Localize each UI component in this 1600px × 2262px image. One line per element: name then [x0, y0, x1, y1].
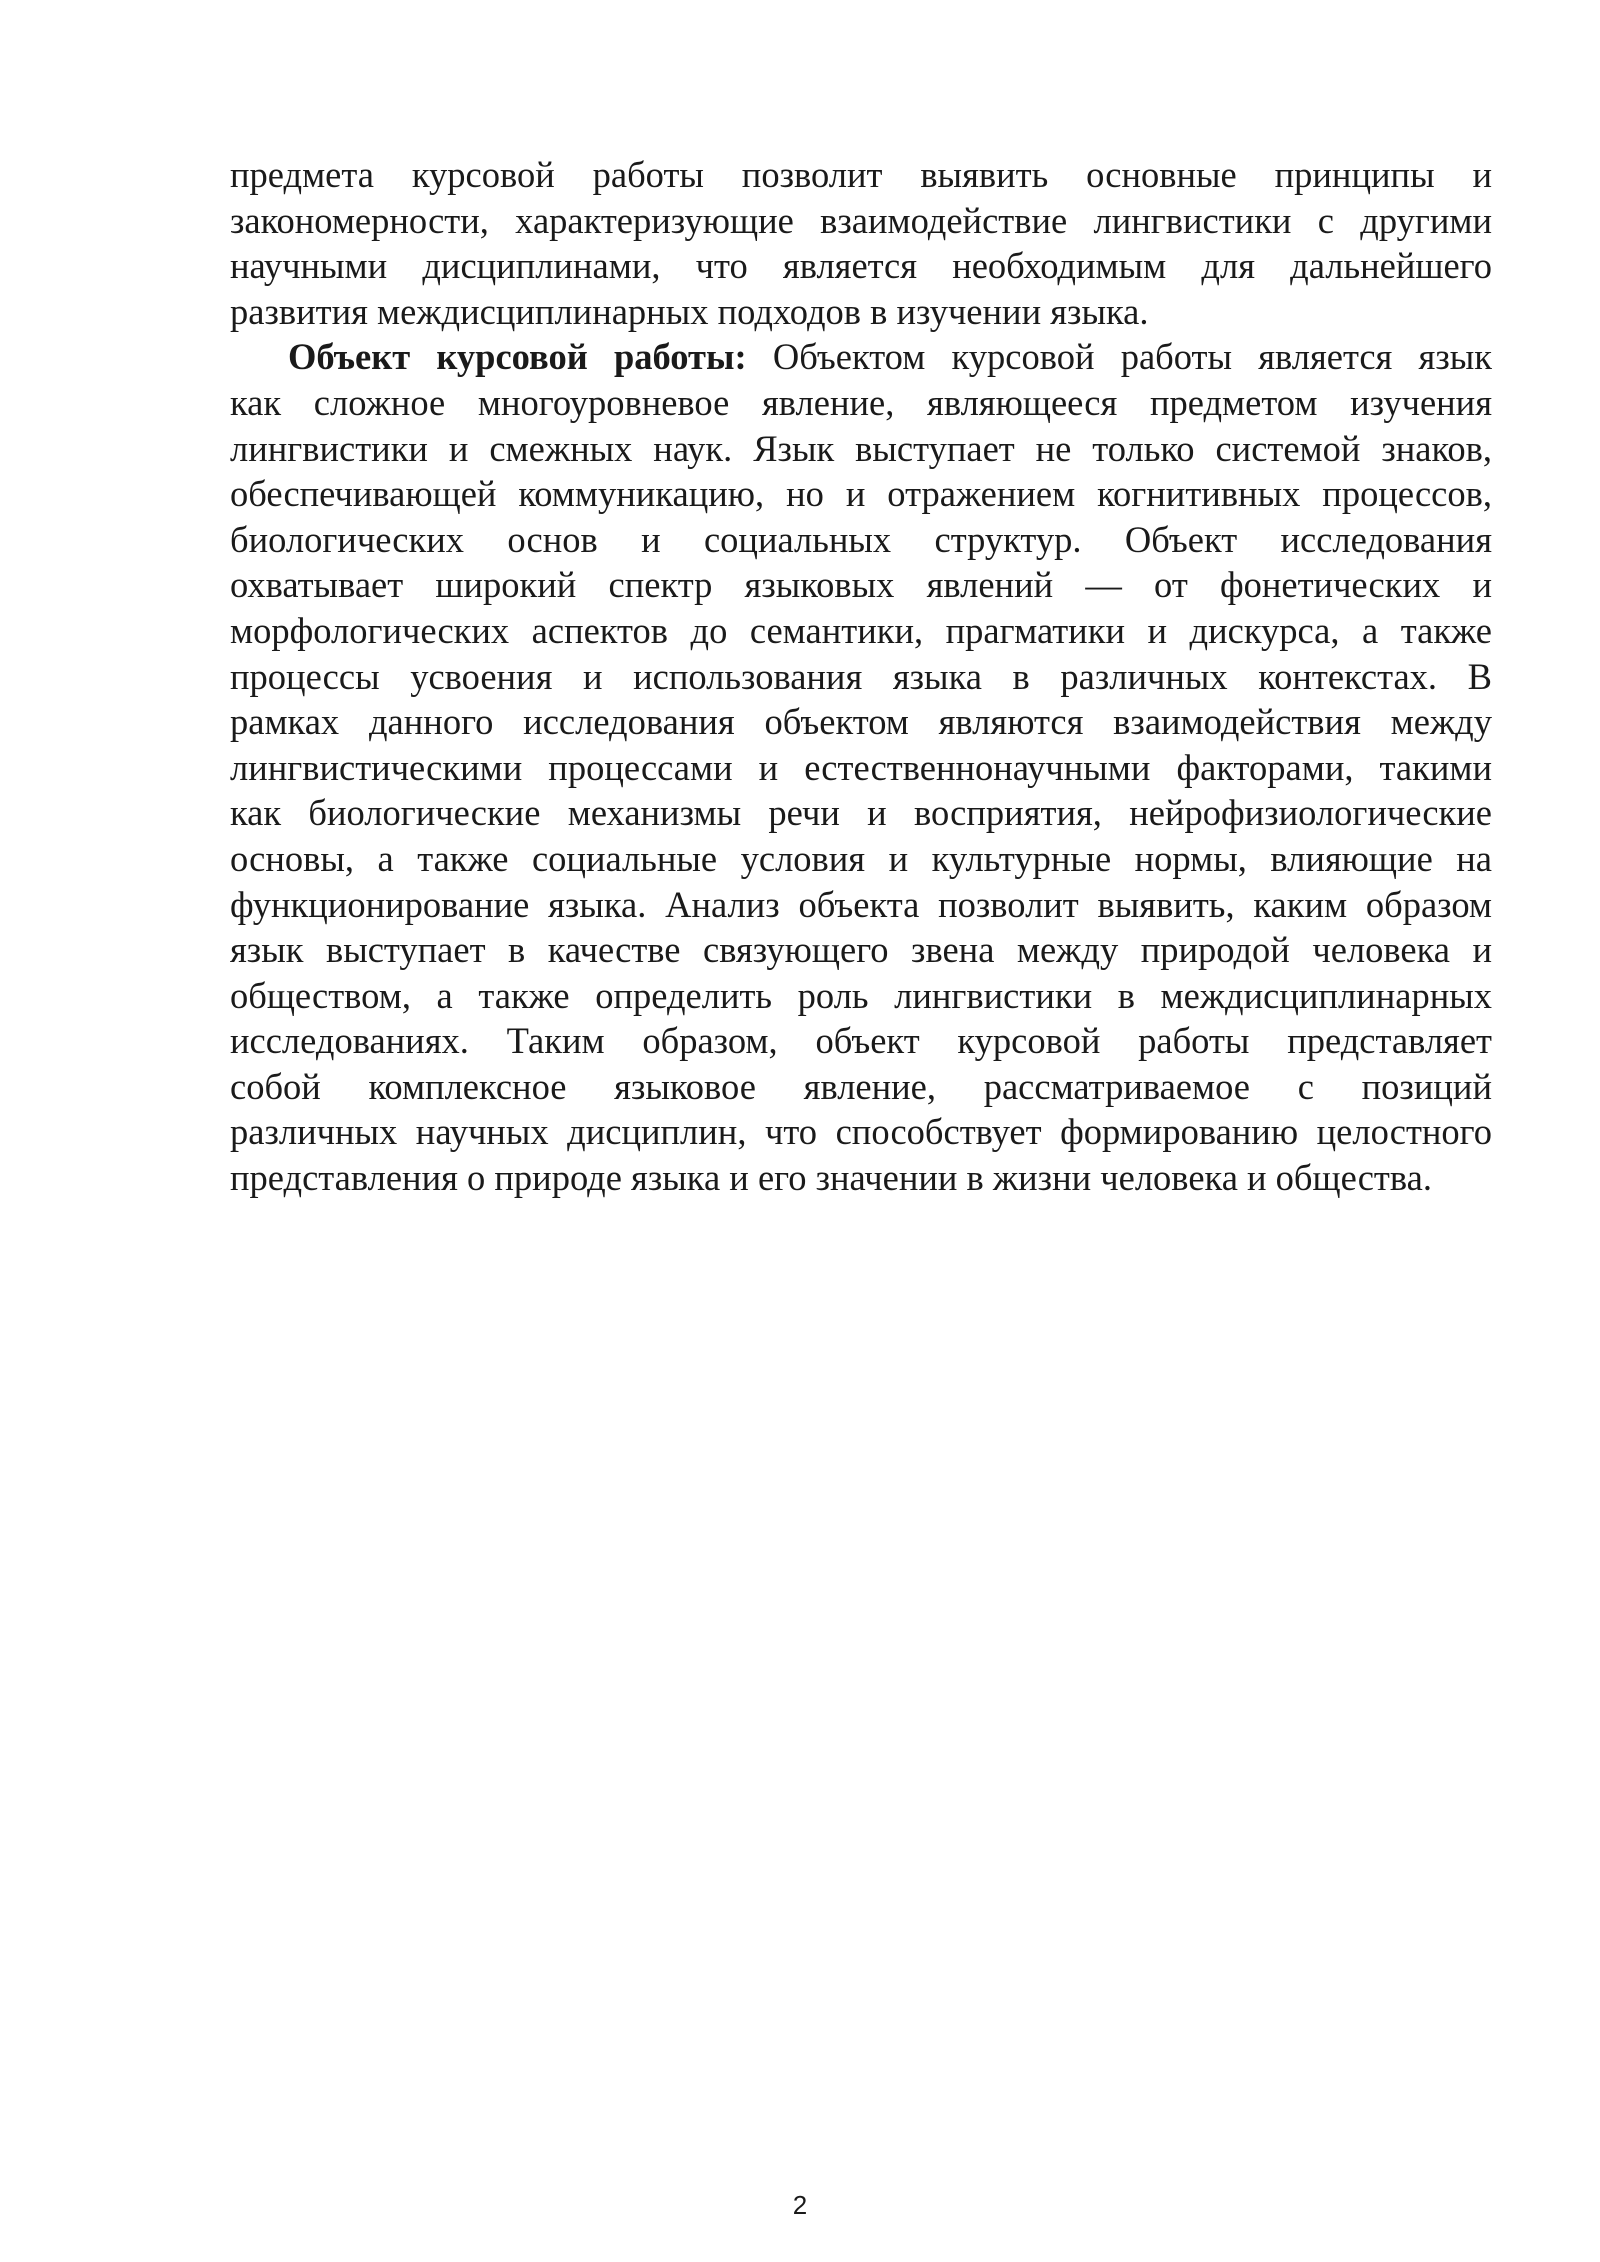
text-line: исследованиях. Таким образом, объект курсовой работы представляет	[230, 1020, 1492, 1062]
body-text	[230, 152, 1492, 1201]
page-number: 2	[792, 2190, 808, 2220]
text-line: биологических основ и социальных структур. Объект исследования	[230, 518, 1492, 560]
paragraph-intro-continuation	[230, 152, 1492, 334]
text-line: научными дисциплинами, что является необходимым для дальнейшего	[230, 245, 1492, 287]
text-line: функционирование языка. Анализ объекта позволит выявить, каким образом	[230, 883, 1492, 925]
text-line: морфологических аспектов до семантики, прагматики и дискурса, а также	[230, 609, 1492, 651]
text-line: предмета курсовой работы позволит выявить основные принципы и	[230, 154, 1492, 195]
text-line: как биологические механизмы речи и восприятия, нейрофизиологические	[230, 792, 1492, 834]
text-line: обеспечивающей коммуникацию, но и отражением когнитивных процессов,	[230, 473, 1492, 515]
text-line: обществом, а также определить роль лингвистики в междисциплинарных	[230, 974, 1492, 1016]
text-line: охватывает широкий спектр языковых явлений — от фонетических и	[230, 564, 1492, 606]
text-line: развития междисциплинарных подходов в изучении языка.	[230, 290, 1149, 332]
text-line: лингвистики и смежных наук. Язык выступает не только системой знаков,	[230, 427, 1492, 469]
text-line: как сложное многоуровневое явление, являющееся предметом изучения	[230, 381, 1492, 423]
text-line: основы, а также социальные условия и культурные нормы, влияющие на	[230, 837, 1492, 879]
text-line: собой комплексное языковое явление, рассматриваемое с позиций	[230, 1065, 1492, 1107]
text-fragment: Объектом курсовой работы является язык	[746, 336, 1493, 378]
text-line: закономерности, характеризующие взаимодействие лингвистики с другими	[230, 199, 1492, 241]
text-line-first	[230, 334, 1492, 380]
text-line: лингвистическими процессами и естественнонаучными факторами, такими	[230, 746, 1492, 788]
text-line: процессы усвоения и использования языка в различных контекстах. В	[230, 655, 1492, 697]
text-line: рамках данного исследования объектом являются взаимодействия между	[230, 701, 1492, 743]
text-line: представления о природе языка и его значении в жизни человека и общества.	[230, 1157, 1432, 1199]
paragraph-heading: Объект курсовой работы:	[288, 336, 747, 378]
text-line: язык выступает в качестве связующего звена между природой человека и	[230, 929, 1492, 971]
paragraph-object	[230, 334, 1492, 1200]
text-line: различных научных дисциплин, что способствует формированию целостного	[230, 1111, 1492, 1153]
